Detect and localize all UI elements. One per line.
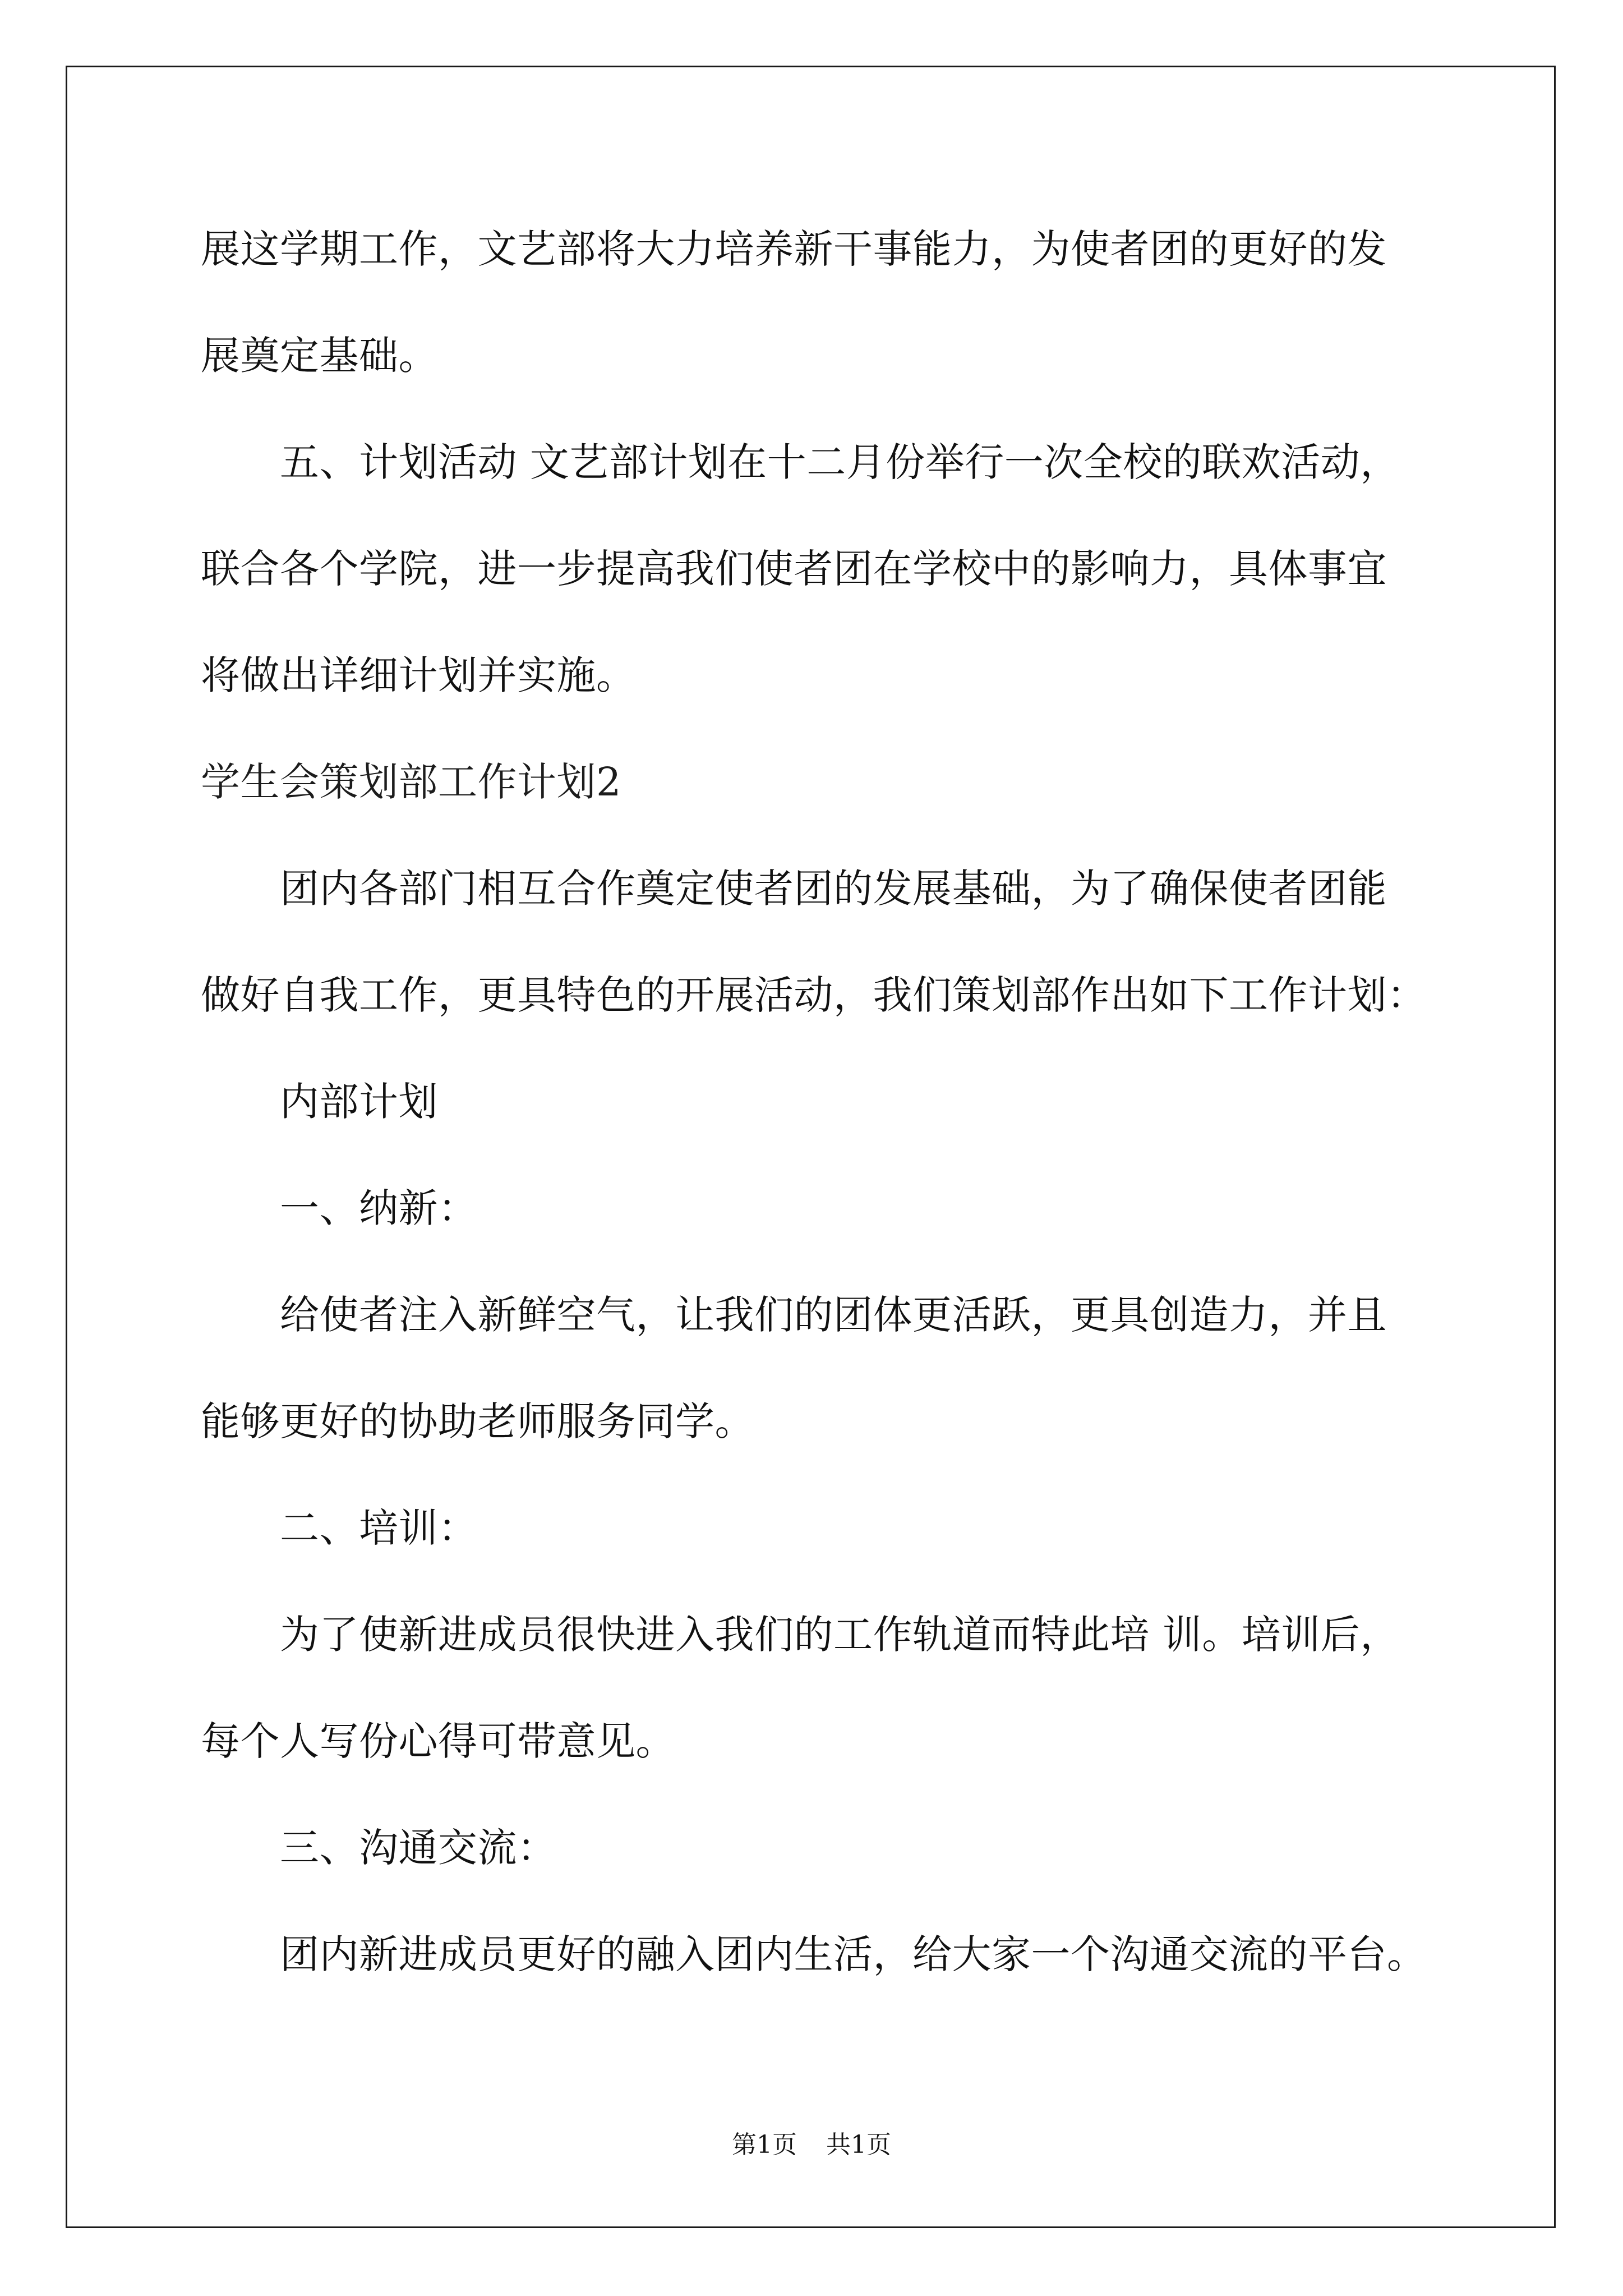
page-footer <box>0 2130 1623 2160</box>
item-title: 二、培训： <box>280 1505 478 1551</box>
paragraph-line: 团内各部门相互合作奠定使者团的发展基础，为了确保使者团能 <box>280 866 1387 912</box>
paragraph-line: 将做出详细计划并实施。 <box>201 652 636 698</box>
paragraph-line: 每个人写份心得可带意见。 <box>201 1718 675 1764</box>
paragraph-line: 给使者注入新鲜空气，让我们的团体更活跃，更具创造力，并且 <box>280 1292 1387 1338</box>
paragraph-line: 能够更好的协助老师服务同学。 <box>201 1398 754 1444</box>
paragraph-line: 做好自我工作，更具特色的开展活动，我们策划部作出如下工作计划： <box>201 972 1427 1018</box>
item-title: 三、沟通交流： <box>280 1825 557 1871</box>
document-body <box>201 196 1507 2008</box>
paragraph-line: 展这学期工作，文艺部将大力培养新干事能力，为使者团的更好的发 <box>201 226 1387 272</box>
total-page-count: 共1页 <box>826 2131 891 2159</box>
section-heading: 学生会策划部工作计划2 <box>201 759 622 805</box>
subheading: 内部计划 <box>280 1079 438 1125</box>
paragraph-line: 展奠定基础。 <box>201 333 438 379</box>
paragraph-line: 团内新进成员更好的融入团内生活，给大家一个沟通交流的平台。 <box>280 1931 1427 1977</box>
paragraph-line: 为了使新进成员很快进入我们的工作轨道而特此培 训。培训后， <box>280 1612 1400 1658</box>
item-title: 一、纳新： <box>280 1185 478 1231</box>
paragraph-line: 联合各个学院，进一步提高我们使者团在学校中的影响力，具体事宜 <box>201 546 1387 592</box>
current-page-number: 第1页 <box>732 2131 797 2159</box>
paragraph-line: 五、计划活动 文艺部计划在十二月份举行一次全校的联欢活动， <box>280 439 1400 485</box>
